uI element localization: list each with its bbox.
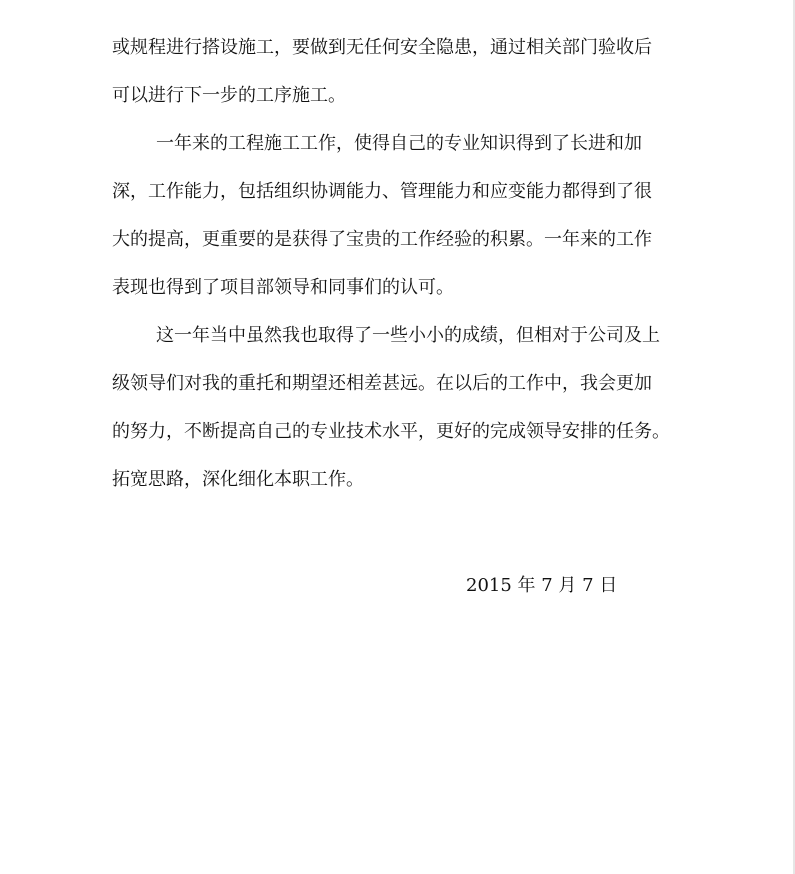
text-line: 的努力，不断提高自己的专业技术水平，更好的完成领导安排的任务。 bbox=[112, 421, 670, 442]
paragraph-work-summary bbox=[112, 120, 687, 312]
text-line: 这一年当中虽然我也取得了一些小小的成绩，但相对于公司及上 bbox=[156, 325, 660, 346]
text-line: 表现也得到了项目部领导和同事们的认可。 bbox=[112, 277, 454, 298]
document-date: 2015 年 7 月 7 日 bbox=[466, 575, 618, 596]
text-line: 一年来的工程施工工作，使得自己的专业知识得到了长进和加 bbox=[156, 133, 642, 154]
text-line: 或规程进行搭设施工，要做到无任何安全隐患，通过相关部门验收后 bbox=[112, 37, 652, 58]
text-line: 大的提高，更重要的是获得了宝贵的工作经验的积累。一年来的工作 bbox=[112, 229, 652, 250]
text-line: 深，工作能力，包括组织协调能力、管理能力和应变能力都得到了很 bbox=[112, 181, 652, 202]
text-line: 可以进行下一步的工序施工。 bbox=[112, 85, 346, 106]
text-line: 级领导们对我的重托和期望还相差甚远。在以后的工作中，我会更加 bbox=[112, 373, 652, 394]
text-line: 拓宽思路，深化细化本职工作。 bbox=[112, 469, 364, 490]
paragraph-continuation bbox=[112, 24, 687, 120]
document-body bbox=[112, 24, 687, 504]
paragraph-outlook bbox=[112, 312, 687, 504]
